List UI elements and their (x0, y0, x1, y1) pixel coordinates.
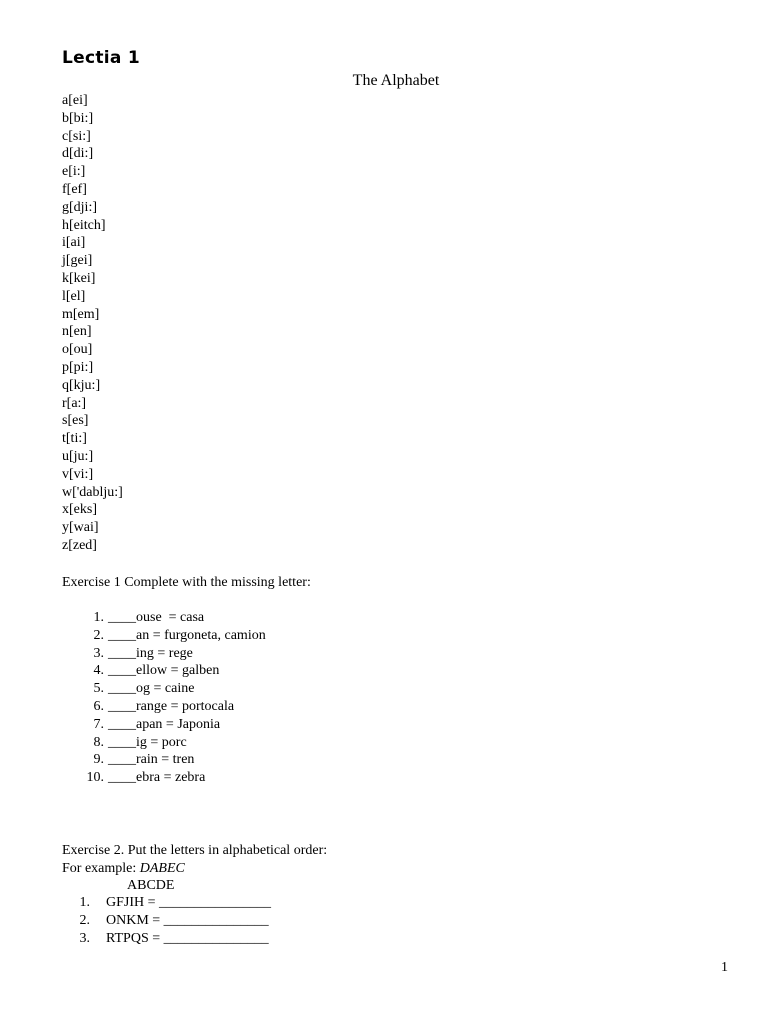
alphabet-item-c: c[si:] (62, 128, 91, 144)
alphabet-item-i: i[ai] (62, 235, 86, 251)
exercise2-item (62, 930, 271, 948)
alphabet-item-p: p[pi:] (62, 359, 94, 375)
exercise1-item (62, 716, 266, 734)
alphabet-item-d: d[di:] (62, 146, 94, 162)
lesson-heading: Lectia 1 (62, 48, 141, 68)
example-label: For example: (62, 861, 140, 876)
item-number: 2. (93, 627, 104, 643)
item-number: 9. (93, 752, 104, 768)
item-text: ____an = furgoneta, camion (108, 627, 266, 643)
alphabet-list (62, 92, 123, 555)
alphabet-item-r: r[a:] (62, 395, 87, 411)
item-text: GFJIH = ________________ (106, 895, 272, 910)
alphabet-item-y: y[wai] (62, 520, 99, 536)
example-word: DABEC (139, 861, 185, 876)
alphabet-item-e: e[i:] (62, 164, 86, 180)
exercise2-heading: Exercise 2. Put the letters in alphabetical order: (62, 843, 328, 858)
alphabet-item-n: n[en] (62, 324, 92, 340)
item-number: 4. (93, 663, 104, 679)
alphabet-item-u: u[ju:] (62, 448, 94, 464)
exercise1-item (62, 769, 266, 787)
item-number: 3. (79, 930, 90, 946)
item-text: ____ouse = casa (108, 610, 205, 625)
alphabet-item-g: g[dji:] (62, 199, 97, 215)
alphabet-item-k: k[kei] (62, 270, 96, 286)
item-text: ____ing = rege (108, 645, 193, 661)
exercise1-item (62, 645, 266, 663)
item-number: 10. (86, 770, 104, 786)
item-text: ____apan = Japonia (108, 716, 221, 732)
item-text: ____ellow = galben (108, 663, 220, 679)
alphabet-item-w: w['dablju:] (62, 484, 123, 500)
page-number: 1 (721, 960, 728, 975)
item-text: ____og = caine (108, 681, 195, 697)
alphabet-item-b: b[bi:] (62, 110, 94, 126)
item-number: 6. (93, 698, 104, 714)
exercise1-item (62, 609, 266, 627)
item-number: 1. (93, 610, 104, 625)
exercise1-item (62, 680, 266, 698)
exercise1-list (62, 609, 266, 787)
exercise1-item (62, 627, 266, 645)
item-number: 1. (79, 895, 90, 910)
item-number: 5. (93, 681, 104, 697)
exercise1-heading: Exercise 1 Complete with the missing letter: (62, 575, 311, 590)
item-text: ____range = portocala (108, 698, 235, 714)
item-text: ONKM = _______________ (106, 912, 269, 928)
alphabet-item-s: s[es] (62, 413, 89, 429)
item-text: RTPQS = _______________ (106, 930, 269, 946)
item-number: 3. (93, 645, 104, 661)
example-answer: ABCDE (127, 878, 175, 893)
page-title: The Alphabet (352, 72, 440, 89)
alphabet-item-j: j[gei] (62, 253, 93, 269)
alphabet-item-t: t[ti:] (62, 431, 87, 447)
alphabet-item-q: q[kju:] (62, 377, 101, 393)
exercise1-item (62, 751, 266, 769)
alphabet-item-m: m[em] (62, 306, 100, 322)
alphabet-item-z: z[zed] (62, 537, 97, 553)
item-number: 8. (93, 734, 104, 750)
alphabet-item-f: f[ef] (62, 181, 87, 197)
alphabet-item-v: v[vi:] (62, 466, 94, 482)
exercise2-item (62, 912, 271, 930)
alphabet-item-l: l[el] (62, 288, 86, 304)
item-text: ____rain = tren (108, 752, 195, 768)
item-text: ____ig = porc (108, 734, 187, 750)
exercise2-item (62, 894, 271, 912)
alphabet-item-h: h[eitch] (62, 217, 106, 233)
exercise1-item (62, 662, 266, 680)
exercise2-list (62, 894, 271, 947)
item-number: 2. (79, 912, 90, 928)
exercise1-item (62, 698, 266, 716)
item-number: 7. (93, 716, 104, 732)
alphabet-item-o: o[ou] (62, 342, 93, 358)
item-text: ____ebra = zebra (108, 770, 206, 786)
exercise1-item (62, 734, 266, 752)
alphabet-item-x: x[eks] (62, 502, 97, 518)
alphabet-item-a: a[ei] (62, 93, 88, 108)
exercise2-example (62, 860, 185, 878)
